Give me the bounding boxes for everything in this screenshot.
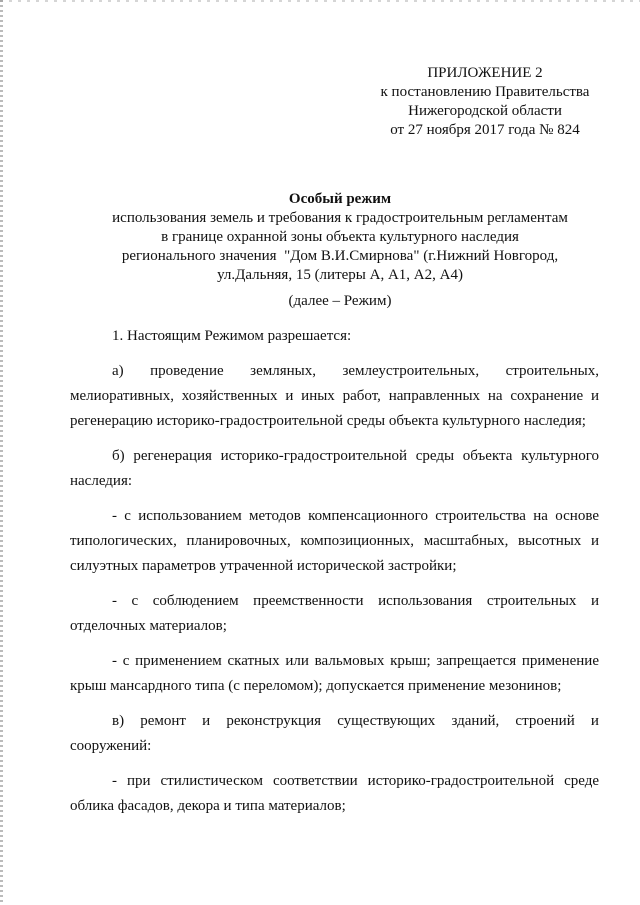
title-line-4: ул.Дальняя, 15 (литеры А, А1, А2, А4): [217, 267, 463, 283]
document-body: [70, 324, 599, 829]
paragraph-4: - с использованием методов компенсационного строительства на основе типологических, планировочных, композиционных, масштабных, высотных и силуэтных параметров утраченной исторической застройки;: [70, 508, 599, 574]
p7-word: строений: [515, 713, 575, 729]
appendix-date: от 27 ноября 2017 года № 824: [390, 122, 580, 138]
p7-word: ремонт: [140, 713, 186, 729]
appendix-header: [360, 64, 610, 140]
paragraph-6: - с применением скатных или вальмовых крыш; запрещается применение крыш мансардного типа (с переломом); допускается применение мезонинов;: [70, 653, 599, 694]
paragraph-7-rest: сооружений:: [70, 738, 152, 754]
scan-edge-top: [0, 0, 640, 2]
document-title: Особый режим: [288, 191, 392, 207]
p7-word: в): [112, 713, 125, 729]
p2-word: землеустроительных,: [342, 363, 480, 379]
paragraph-2-first-line: [70, 359, 599, 384]
title-line-3: регионального значения "Дом В.И.Смирнова" (г.Нижний Новгород,: [121, 248, 559, 264]
p7-word: зданий,: [451, 713, 500, 729]
paragraph-1: 1. Настоящим Режимом разрешается:: [112, 328, 352, 344]
appendix-number: ПРИЛОЖЕНИЕ 2: [427, 65, 543, 81]
p2-word: строительных,: [505, 363, 599, 379]
paragraph-2-rest: мелиоративных, хозяйственных и иных работ, направленных на сохранение и регенерацию историко-градостроительной среды объекта культурного наследия;: [70, 388, 599, 429]
appendix-region: Нижегородской области: [408, 103, 562, 119]
p7-word: и: [202, 713, 211, 729]
title-line-1: использования земель и требования к градостроительным регламентам: [112, 210, 568, 226]
paragraph-7-first-line: [70, 709, 599, 734]
document-title-block: [70, 190, 610, 285]
p2-word: проведение: [150, 363, 224, 379]
paragraph-3: б) регенерация историко-градостроительной среды объекта культурного наследия:: [70, 448, 599, 489]
paragraph-8: - при стилистическом соответствии историко-градостроительной среде облика фасадов, декора и типа материалов;: [70, 773, 599, 814]
appendix-resolution: к постановлению Правительства: [380, 84, 590, 100]
p7-word: существующих: [337, 713, 436, 729]
p7-word: реконструкция: [226, 713, 322, 729]
p2-word: а): [112, 363, 124, 379]
p2-word: земляных,: [250, 363, 316, 379]
p7-word: и: [590, 713, 599, 729]
title-line-2: в границе охранной зоны объекта культурного наследия: [161, 229, 519, 245]
paragraph-5: - с соблюдением преемственности использования строительных и отделочных материалов;: [70, 593, 599, 634]
further-note: (далее – Режим): [288, 293, 392, 309]
scan-edge-left: [0, 0, 3, 905]
